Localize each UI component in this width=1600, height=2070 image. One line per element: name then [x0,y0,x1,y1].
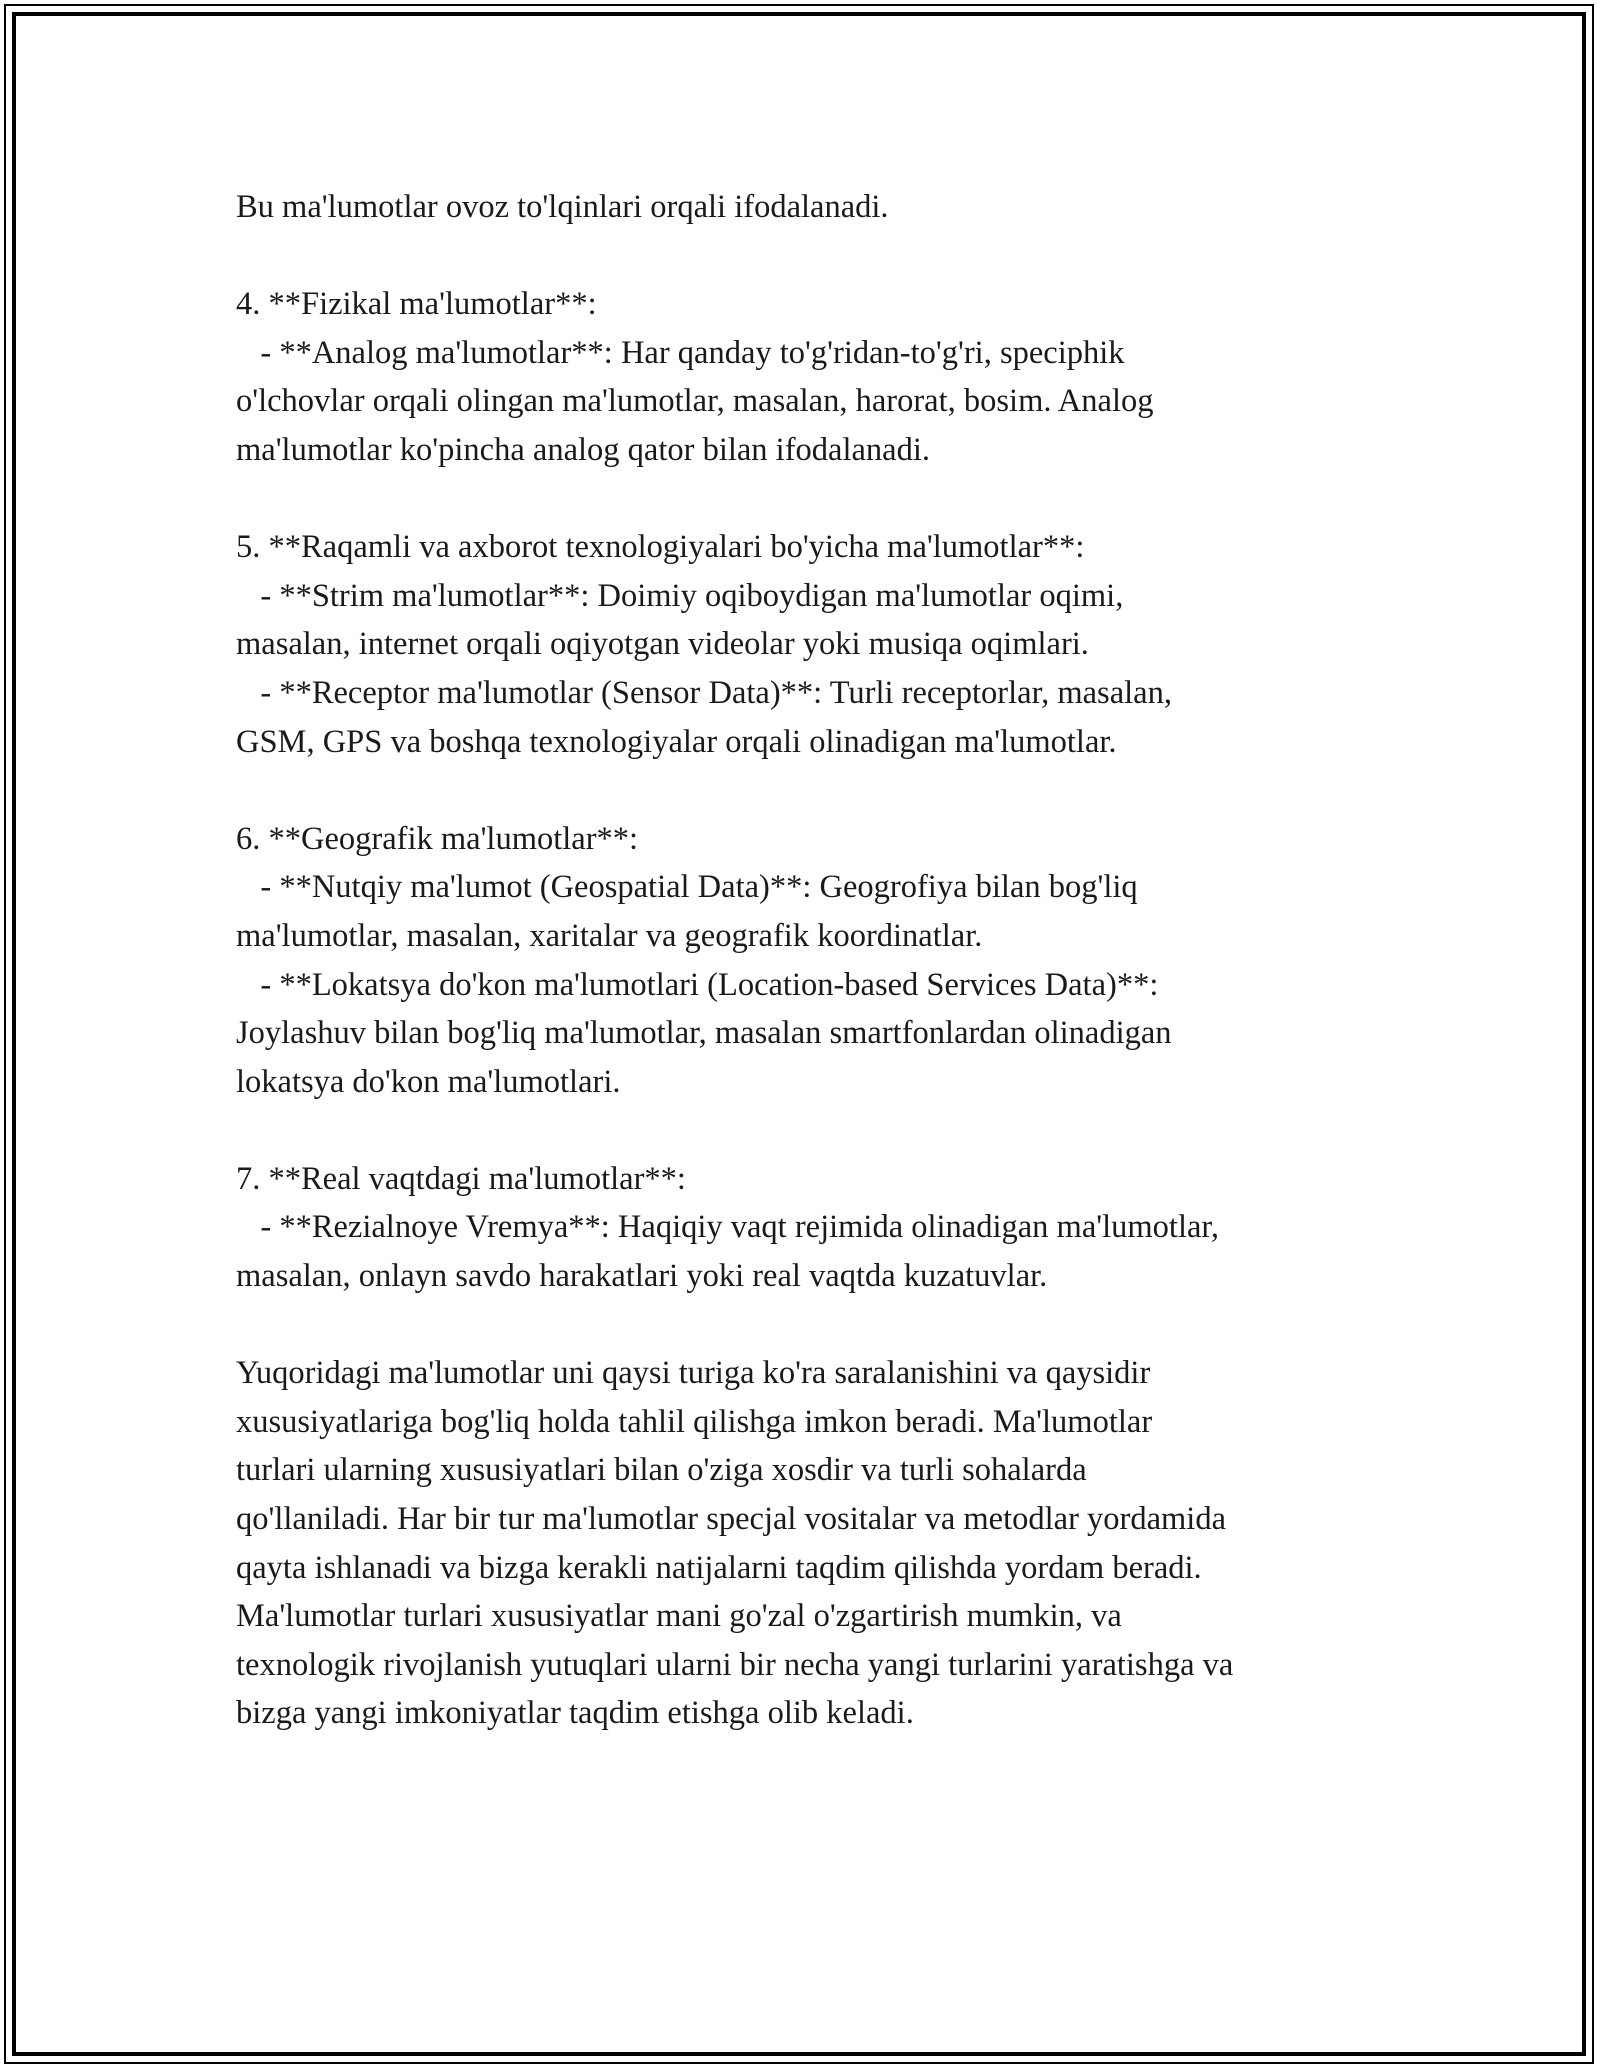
text-line: GSM, GPS va boshqa texnologiyalar orqali olinadigan ma'lumotlar. [236,723,1117,760]
paragraph [236,1349,1416,1738]
paragraph-gap [236,766,1416,815]
text-line: 4. **Fizikal ma'lumotlar**: [236,286,597,323]
paragraph [236,523,1416,766]
paragraph-gap [236,232,1416,281]
paragraph-gap [236,1106,1416,1155]
text-line: - **Analog ma'lumotlar**: Har qanday to'g'ridan-to'g'ri, speciphik [236,334,1125,371]
text-line: bizga yangi imkoniyatlar taqdim etishga olib keladi. [236,1695,914,1732]
text-line: ma'lumotlar ko'pincha analog qator bilan ifodalanadi. [236,431,930,468]
text-line: lokatsya do'kon ma'lumotlari. [236,1063,621,1100]
text-line: o'lchovlar orqali olingan ma'lumotlar, masalan, harorat, bosim. Analog [236,383,1154,420]
text-line: - **Nutqiy ma'lumot (Geospatial Data)**: Geogrofiya bilan bog'liq [236,869,1138,906]
text-line: 7. **Real vaqtdagi ma'lumotlar**: [236,1160,686,1197]
document-body [236,183,1416,1738]
paragraph-gap [236,1301,1416,1350]
text-line: texnologik rivojlanish yutuqlari ularni bir necha yangi turlarini yaratishga va [236,1646,1234,1683]
text-line: masalan, onlayn savdo harakatlari yoki real vaqtda kuzatuvlar. [236,1258,1048,1295]
text-line: Joylashuv bilan bog'liq ma'lumotlar, masalan smartfonlardan olinadigan [236,1015,1172,1052]
paragraph [236,280,1416,474]
text-line: masalan, internet orqali oqiyotgan videolar yoki musiqa oqimlari. [236,626,1089,663]
text-line: Bu ma'lumotlar ovoz to'lqinlari orqali ifodalanadi. [236,189,889,225]
text-line: - **Rezialnoye Vremya**: Haqiqiy vaqt rejimida olinadigan ma'lumotlar, [236,1209,1220,1246]
paragraph [236,1155,1416,1301]
text-line: - **Strim ma'lumotlar**: Doimiy oqiboydigan ma'lumotlar oqimi, [236,577,1124,614]
paragraph [236,815,1416,1107]
text-line: ma'lumotlar, masalan, xaritalar va geografik koordinatlar. [236,917,983,954]
paragraph [236,183,1416,232]
text-line: 5. **Raqamli va axborot texnologiyalari bo'yicha ma'lumotlar**: [236,529,1085,566]
text-line: - **Receptor ma'lumotlar (Sensor Data)**: Turli receptorlar, masalan, [236,674,1172,711]
text-line: Yuqoridagi ma'lumotlar uni qaysi turiga ko'ra saralanishini va qaysidir [236,1355,1151,1392]
text-line: qayta ishlanadi va bizga kerakli natijalarni taqdim qilishda yordam beradi. [236,1549,1202,1586]
text-line: 6. **Geografik ma'lumotlar**: [236,820,639,857]
paragraph-gap [236,475,1416,524]
text-line: turlari ularning xususiyatlari bilan o'ziga xosdir va turli sohalarda [236,1452,1087,1489]
text-line: Ma'lumotlar turlari xususiyatlar mani go'zal o'zgartirish mumkin, va [236,1598,1122,1635]
text-line: - **Lokatsya do'kon ma'lumotlari (Location-based Services Data)**: [236,966,1159,1003]
text-line: qo'llaniladi. Har bir tur ma'lumotlar specjal vositalar va metodlar yordamida [236,1501,1227,1538]
text-line: xususiyatlariga bog'liq holda tahlil qilishga imkon beradi. Ma'lumotlar [236,1403,1153,1440]
